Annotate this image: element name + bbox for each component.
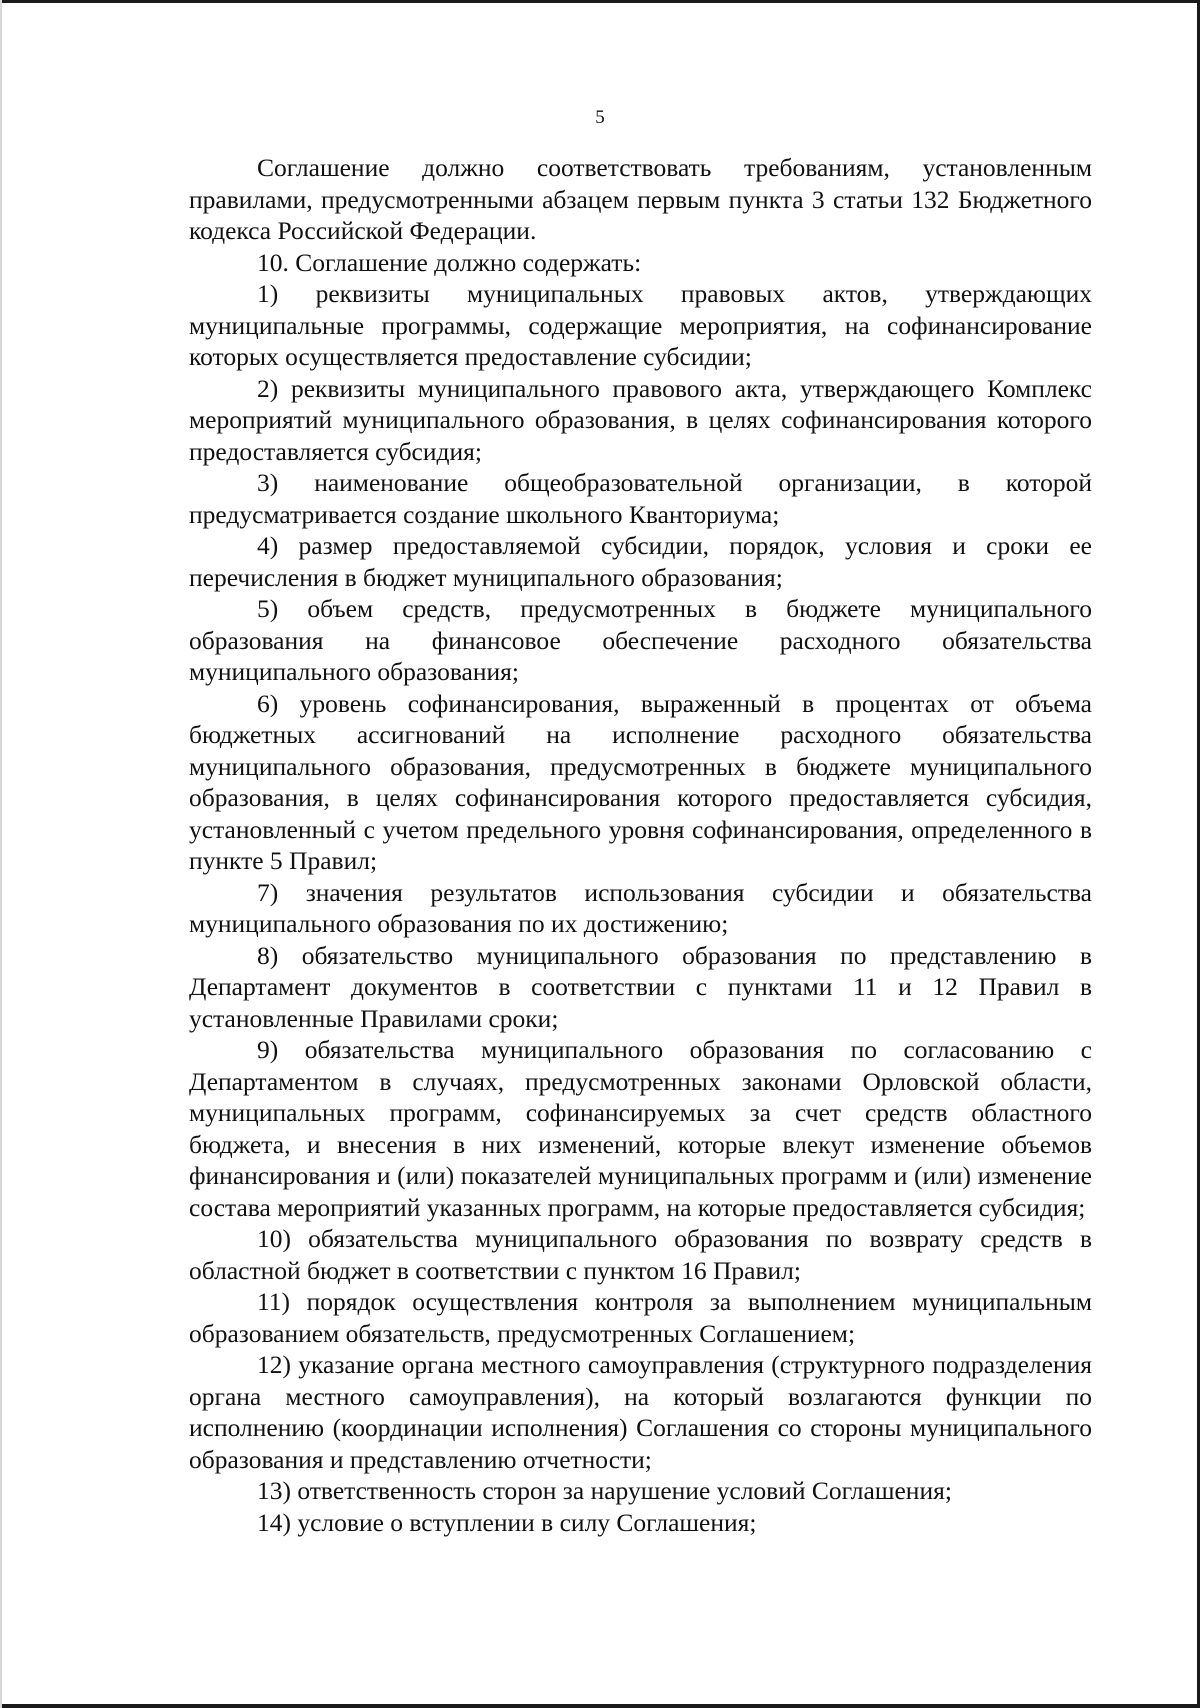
- list-item-13: 13) ответственность сторон за нарушение условий Соглашения;: [257, 1476, 952, 1505]
- list-item-4: 4) размер предоставляемой субсидии, порядок, условия и сроки ее перечисления в бюджет муниципального образования;: [189, 531, 1092, 592]
- list-item-10: 10) обязательства муниципального образования по возврату средств в областной бюджет в соответствии с пунктом 16 Правил;: [189, 1224, 1092, 1285]
- scan-edge-left: [0, 0, 2, 1708]
- paragraph-agreement-requirements: Соглашение должно соответствовать требованиям, установленным правилами, предусмотренными абзацем первым пункта 3 статьи 132 Бюджетного кодекса Российской Федерации.: [189, 153, 1092, 245]
- paragraph-item-10-heading: 10. Соглашение должно содержать:: [257, 247, 642, 277]
- scan-edge-bottom: [0, 1704, 1200, 1708]
- scan-edge-top: [0, 0, 1200, 3]
- list-item-5: 5) объем средств, предусмотренных в бюджете муниципального образования на финансовое обеспечение расходного обязательства муниципального образования;: [189, 594, 1092, 686]
- list-item-14: 14) условие о вступлении в силу Соглашения;: [257, 1507, 757, 1537]
- list-item-7: 7) значения результатов использования субсидии и обязательства муниципального образования по их достижению;: [189, 877, 1092, 938]
- list-item-8: 8) обязательство муниципального образования по представлению в Департамент документов в соответствии с пунктами 11 и 12 Правил в установленные Правилами сроки;: [189, 940, 1092, 1033]
- page-number: 5: [595, 107, 605, 128]
- document-body: [189, 152, 1092, 1538]
- list-item-2: 2) реквизиты муниципального правового акта, утверждающего Комплекс мероприятий муниципального образования, в целях софинансирования которого предоставляется субсидия;: [189, 373, 1092, 466]
- list-item-1: 1) реквизиты муниципальных правовых актов, утверждающих муниципальные программы, содержащие мероприятия, на софинансирование которых осуществляется предоставление субсидии;: [189, 279, 1092, 371]
- list-item-3: 3) наименование общеобразовательной организации, в которой предусматривается создание школьного Кванториума;: [189, 468, 1092, 529]
- list-item-12: 12) указание органа местного самоуправления (структурного подразделения органа местного самоуправления), на который возлагаются функции по исполнению (координации исполнения) Соглашения со стороны муниципального образования и представлению отчетности;: [189, 1350, 1092, 1474]
- list-item-6: 6) уровень софинансирования, выраженный в процентах от объема бюджетных ассигнований на исполнение расходного обязательства муниципального образования, предусмотренных в бюджете муниципального образования, в целях софинансирования которого предоставляется субсидия, установленный с учетом предельного уровня софинансирования, определенного в пункте 5 Правил;: [189, 688, 1092, 875]
- list-item-9: 9) обязательства муниципального образования по согласованию с Департаментом в случаях, предусмотренных законами Орловской области, муниципальных программ, софинансируемых за счет средств областного бюджета, и внесения в них изменений, которые влекут изменение объемов финансирования и (или) показателей муниципальных программ и (или) изменение состава мероприятий указанных программ, на которые предоставляется субсидия;: [189, 1035, 1092, 1222]
- list-item-11: 11) порядок осуществления контроля за выполнением муниципальным образованием обязательств, предусмотренных Соглашением;: [189, 1287, 1092, 1348]
